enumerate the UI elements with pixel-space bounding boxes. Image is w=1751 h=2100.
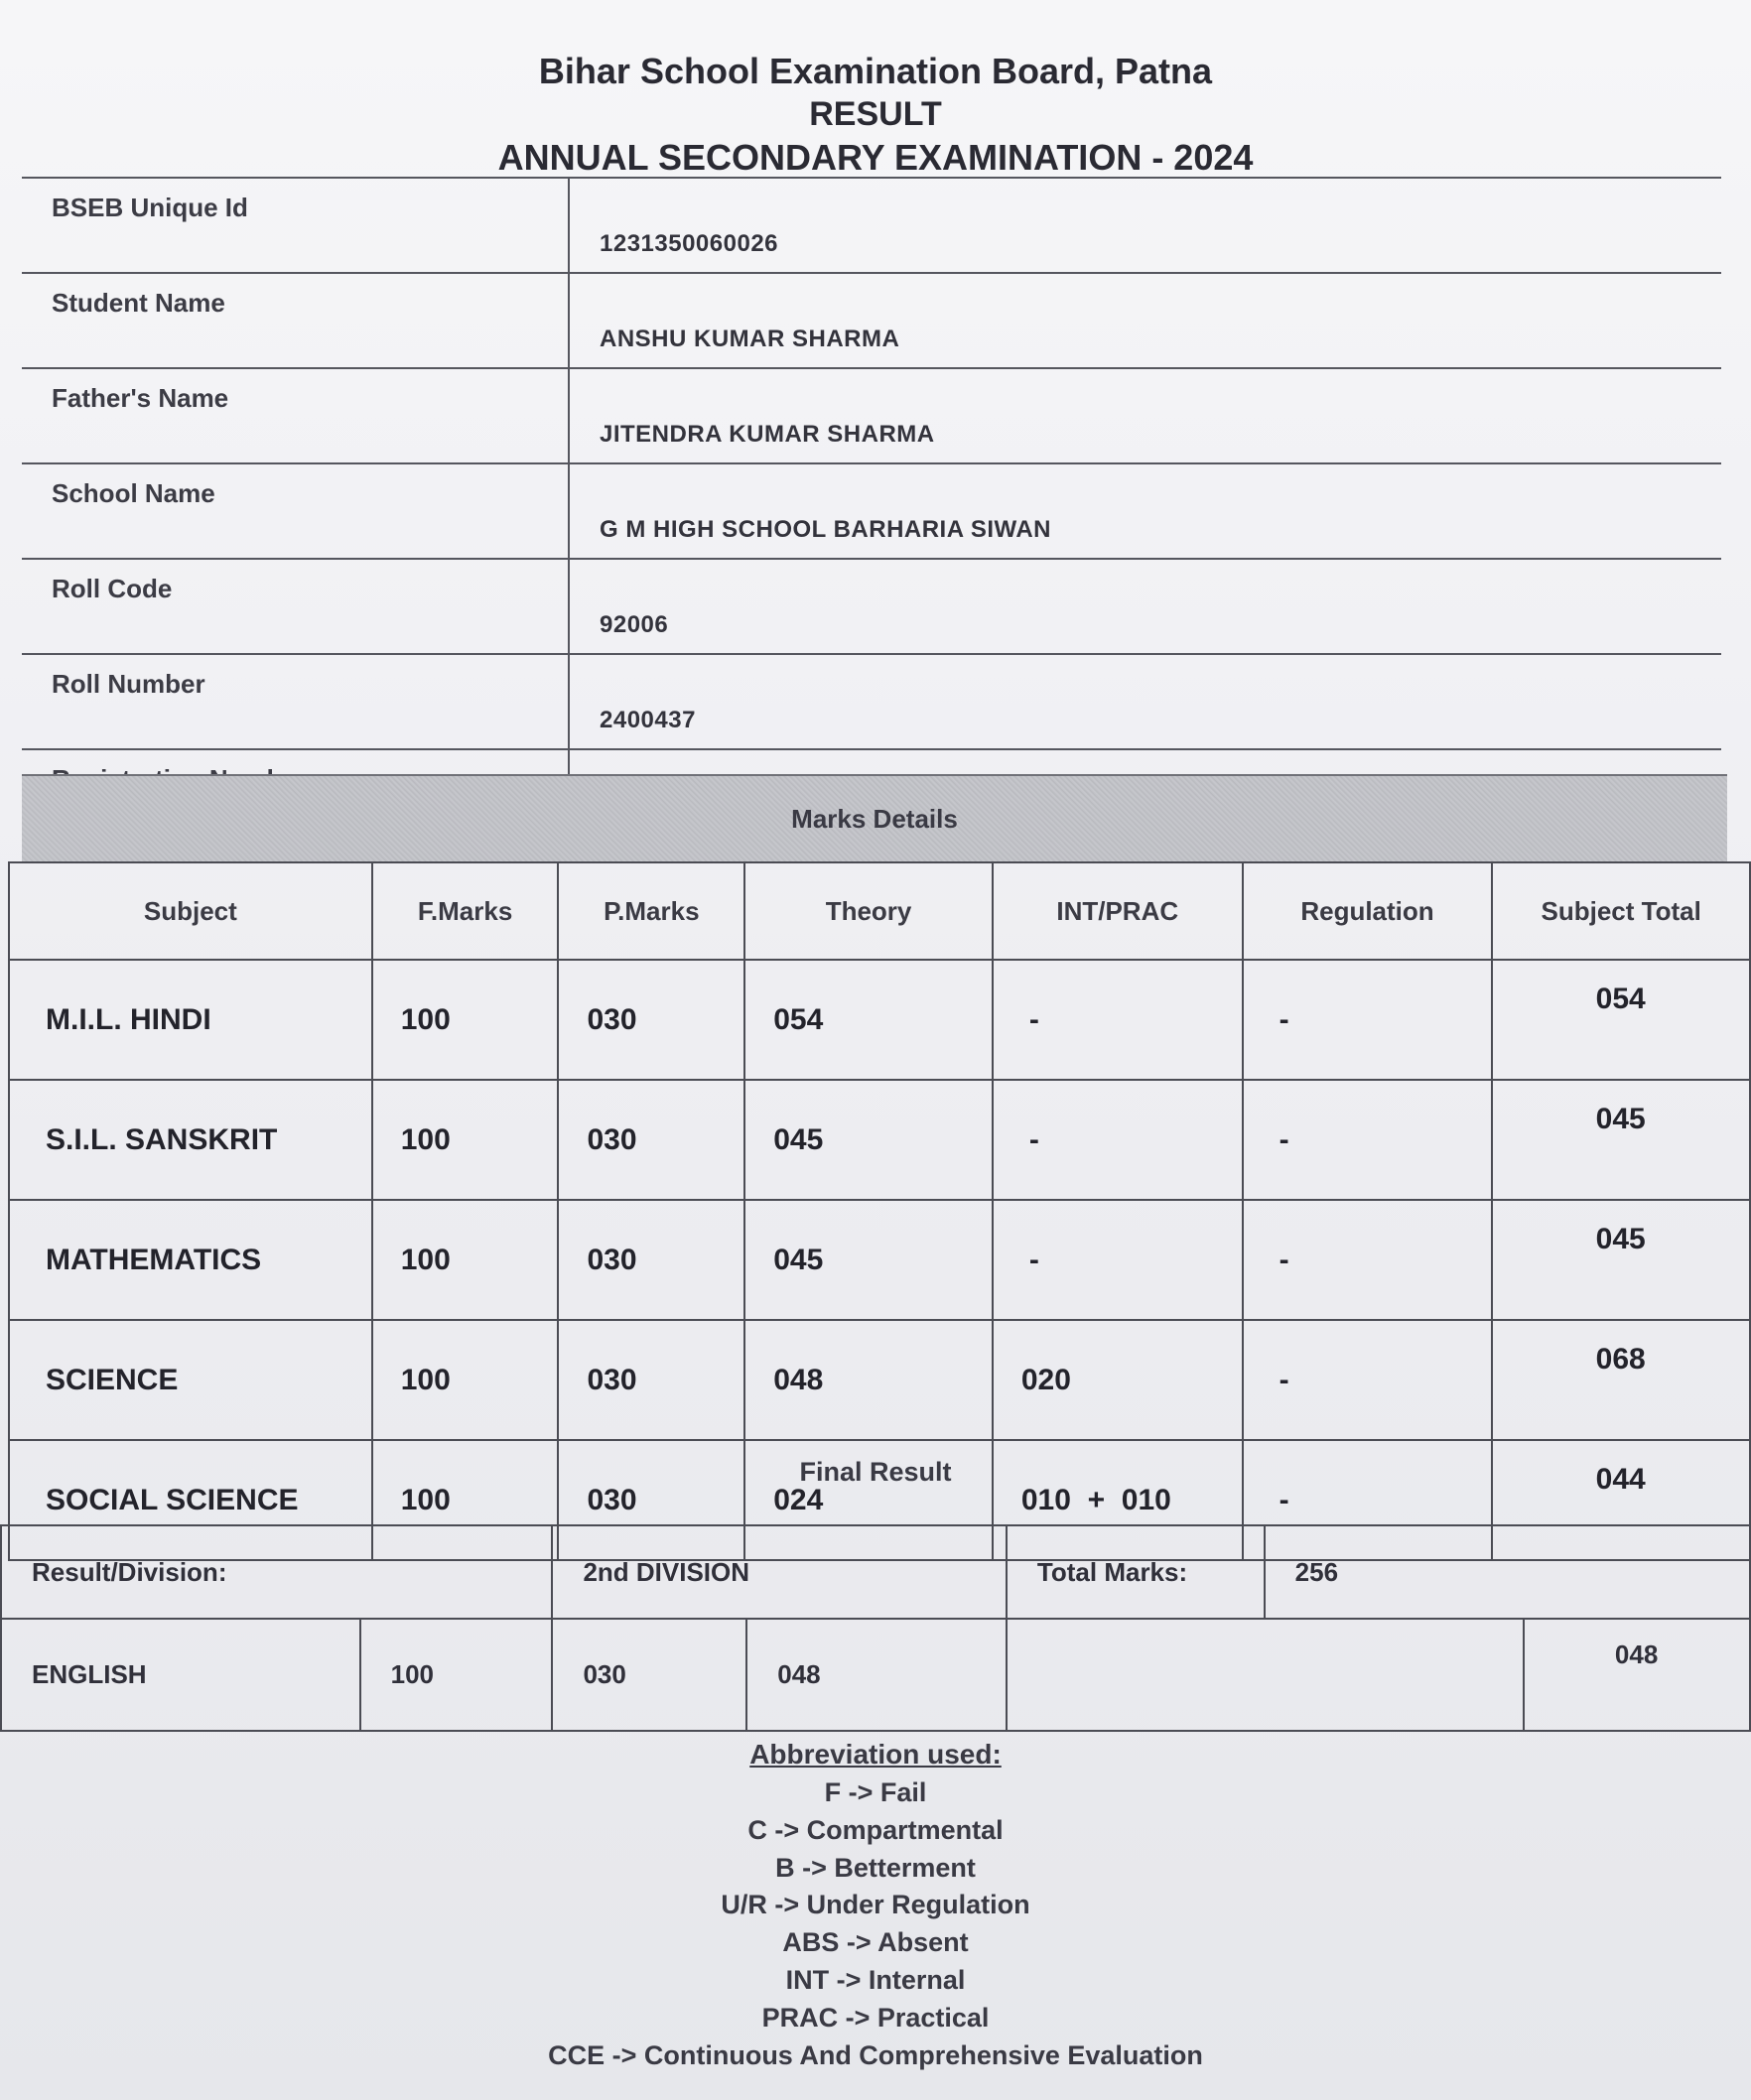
table-row xyxy=(9,1320,1750,1440)
subject-total-cell: 048 xyxy=(1524,1619,1750,1731)
subject-cell: SCIENCE xyxy=(9,1320,372,1440)
result-header xyxy=(0,0,1751,181)
header-pmarks: P.Marks xyxy=(558,862,744,960)
theory-cell: 024 xyxy=(744,1440,993,1560)
table-row xyxy=(9,1080,1750,1200)
result-heading: RESULT xyxy=(809,95,942,133)
subject-total-cell: 054 xyxy=(1492,960,1750,1080)
header-intprac: INT/PRAC xyxy=(993,862,1243,960)
pmarks-cell: 030 xyxy=(558,1440,744,1560)
info-label: BSEB Unique Id xyxy=(22,178,569,273)
regulation-cell: - xyxy=(1243,1440,1493,1560)
intprac-cell: - xyxy=(993,960,1243,1080)
division-value: 2nd DIVISION xyxy=(552,1525,1006,1619)
info-value: G M HIGH SCHOOL BARHARIA SIWAN xyxy=(569,463,1721,559)
board-name: Bihar School Examination Board, Patna xyxy=(538,51,1213,91)
fmarks-cell: 100 xyxy=(372,1440,559,1560)
regulation-cell: - xyxy=(1243,960,1493,1080)
marks-details-title: Marks Details xyxy=(22,774,1727,863)
subject-cell: MATHEMATICS xyxy=(9,1200,372,1320)
subject-cell: ENGLISH xyxy=(1,1619,360,1731)
intprac-cell: 020 xyxy=(993,1320,1243,1440)
info-label: Father's Name xyxy=(22,368,569,463)
info-label: Roll Code xyxy=(22,559,569,654)
abbreviation-item: PRAC -> Practical xyxy=(761,2002,990,2033)
fmarks-cell: 100 xyxy=(372,1200,559,1320)
pmarks-cell: 030 xyxy=(558,960,744,1080)
theory-cell: 048 xyxy=(746,1619,1007,1731)
info-row-unique-id xyxy=(22,178,1721,273)
student-info-table xyxy=(22,177,1721,846)
marks-header-row xyxy=(9,862,1750,960)
abbreviation-item: INT -> Internal xyxy=(785,1964,966,1995)
info-value: 2400437 xyxy=(569,654,1721,749)
subject-total-cell: 045 xyxy=(1492,1080,1750,1200)
pmarks-cell: 030 xyxy=(552,1619,746,1731)
regulation-cell: - xyxy=(1243,1200,1493,1320)
header-regulation: Regulation xyxy=(1243,862,1493,960)
abbreviation-item: CCE -> Continuous And Comprehensive Evaluation xyxy=(548,2039,1203,2070)
fmarks-cell: 100 xyxy=(372,1080,559,1200)
intprac-cell: 010 + 010 xyxy=(993,1440,1243,1560)
info-label: Student Name xyxy=(22,273,569,368)
final-result-table xyxy=(0,1524,1751,1732)
header-theory: Theory xyxy=(744,862,993,960)
fmarks-cell: 100 xyxy=(360,1619,553,1731)
info-row-student-name xyxy=(22,273,1721,368)
info-value: 1231350060026 xyxy=(569,178,1721,273)
intprac-cell: - xyxy=(993,1080,1243,1200)
info-value: JITENDRA KUMAR SHARMA xyxy=(569,368,1721,463)
total-marks-label: Total Marks: xyxy=(1007,1525,1265,1619)
pmarks-cell: 030 xyxy=(558,1200,744,1320)
header-subject-total: Subject Total xyxy=(1492,862,1750,960)
info-label: Roll Number xyxy=(22,654,569,749)
fmarks-cell: 100 xyxy=(372,1320,559,1440)
subject-total-cell: 044 xyxy=(1492,1440,1750,1560)
info-row-school-name xyxy=(22,463,1721,559)
subject-cell: SOCIAL SCIENCE xyxy=(9,1440,372,1560)
abbreviation-item: ABS -> Absent xyxy=(782,1927,969,1958)
regulation-cell: - xyxy=(1243,1080,1493,1200)
final-result-row xyxy=(1,1525,1750,1619)
info-value: 92006 xyxy=(569,559,1721,654)
table-row xyxy=(1,1619,1750,1731)
pmarks-cell: 030 xyxy=(558,1320,744,1440)
blank-cell xyxy=(1007,1619,1524,1731)
table-row xyxy=(9,1200,1750,1320)
theory-cell: 048 xyxy=(744,1320,993,1440)
abbreviation-item: U/R -> Under Regulation xyxy=(721,1890,1030,1920)
division-label: Result/Division: xyxy=(1,1525,552,1619)
info-value: ANSHU KUMAR SHARMA xyxy=(569,273,1721,368)
info-row-father-name xyxy=(22,368,1721,463)
abbreviations xyxy=(0,1735,1751,2074)
abbreviations-title: Abbreviation used: xyxy=(749,1739,1002,1770)
regulation-cell: - xyxy=(1243,1320,1493,1440)
subject-total-cell: 068 xyxy=(1492,1320,1750,1440)
theory-cell: 045 xyxy=(744,1200,993,1320)
info-row-roll-code xyxy=(22,559,1721,654)
abbreviation-item: B -> Betterment xyxy=(775,1852,976,1883)
header-fmarks: F.Marks xyxy=(372,862,559,960)
header-subject: Subject xyxy=(9,862,372,960)
exam-name: ANNUAL SECONDARY EXAMINATION - 2024 xyxy=(497,137,1254,178)
info-label: School Name xyxy=(22,463,569,559)
subject-cell: M.I.L. HINDI xyxy=(9,960,372,1080)
abbreviation-item: C -> Compartmental xyxy=(747,1814,1004,1845)
final-result-title: Final Result xyxy=(799,1457,952,1487)
fmarks-cell: 100 xyxy=(372,960,559,1080)
subject-total-cell: 045 xyxy=(1492,1200,1750,1320)
subject-cell: S.I.L. SANSKRIT xyxy=(9,1080,372,1200)
theory-cell: 045 xyxy=(744,1080,993,1200)
pmarks-cell: 030 xyxy=(558,1080,744,1200)
info-row-roll-number xyxy=(22,654,1721,749)
total-marks-value: 256 xyxy=(1265,1525,1750,1619)
intprac-cell: - xyxy=(993,1200,1243,1320)
table-row xyxy=(9,960,1750,1080)
abbreviation-item: F -> Fail xyxy=(824,1777,927,1807)
theory-cell: 054 xyxy=(744,960,993,1080)
